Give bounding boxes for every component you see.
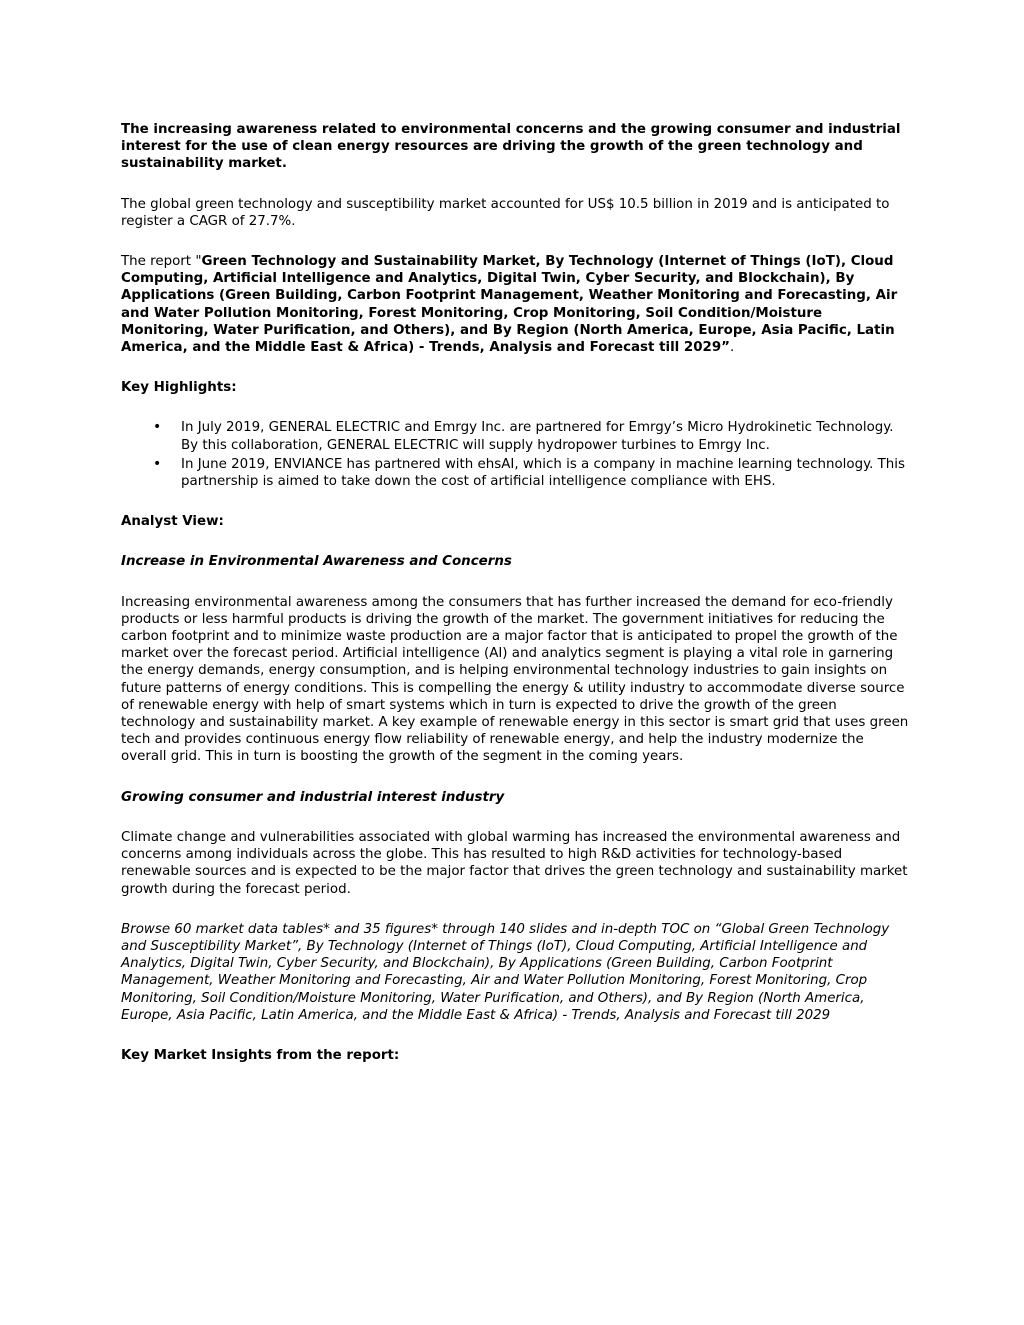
report-title: Green Technology and Sustainability Market, By Technology (Internet of Things (IoT), Cloud Computing, Artificial Intelligence and Analytics, Digital Twin, Cyber Security, and Blockchain), By Applications (Green Building, Carbon Footprint Management, Weather Monitoring and Forecasting, Air and Water Pollution Monitoring, Forest Monitoring, Crop Monitoring, Soil Condition/Moisture Monitoring, Water Purification, and Others), and By Region (North America, Europe, Asia Pacific, Latin America, and the Middle East & Africa) - Trends, Analysis and Forecast till 2029”: [121, 254, 898, 356]
list-item: • In July 2019, GENERAL ELECTRIC and Emrgy Inc. are partnered for Emrgy’s Micro Hydrokinetic Technology. By this collaboration, GENERAL ELECTRIC will supply hydropower turbines to Emrgy Inc.: [181, 419, 911, 453]
section-title-awareness: Increase in Environmental Awareness and Concerns: [121, 554, 512, 570]
report-paragraph: [121, 253, 911, 356]
key-highlights-list: [121, 419, 911, 490]
key-market-insights-heading: Key Market Insights from the report:: [121, 1047, 400, 1063]
list-item: • In June 2019, ENVIANCE has partnered with ehsAI, which is a company in machine learning technology. This partnership is aimed to take down the cost of artificial intelligence compliance with EHS.: [181, 456, 911, 490]
market-value-paragraph: The global green technology and susceptibility market accounted for US$ 10.5 billion in 2019 and is anticipated to register a CAGR of 27.7%.: [121, 196, 890, 229]
section-body-awareness: Increasing environmental awareness among the consumers that has further increased the demand for eco-friendly products or less harmful products is driving the growth of the market. The government initiatives for reducing the carbon footprint and to minimize waste production are a major factor that is anticipated to propel the growth of the market over the forecast period. Artificial intelligence (AI) and analytics segment is playing a vital role in garnering the energy demands, energy consumption, and is helping environmental technology industries to gain insights on future patterns of energy conditions. This is compelling the energy & utility industry to accommodate diverse source of renewable energy with help of smart systems which in turn is expected to drive the growth of the green technology and sustainability market. A key example of renewable energy in this sector is smart grid that uses green tech and provides continuous energy flow reliability of renewable energy, and help the industry modernize the overall grid. This in turn is boosting the growth of the segment in the coming years.: [121, 594, 909, 765]
report-prefix: The report ": [121, 254, 202, 270]
section-title-interest: Growing consumer and industrial interest industry: [121, 789, 505, 805]
lead-paragraph: The increasing awareness related to environmental concerns and the growing consumer and industrial interest for the use of clean energy resources are driving the growth of the green technology and sustainability market.: [121, 122, 901, 172]
key-highlights-heading: Key Highlights:: [121, 380, 237, 396]
report-suffix: .: [730, 340, 735, 356]
analyst-view-heading: Analyst View:: [121, 514, 224, 530]
section-body-interest: Climate change and vulnerabilities associated with global warming has increased the environmental awareness and concerns among individuals across the globe. This has resulted to high R&D activities for technology-based renewable sources and is expected to be the major factor that drives the green technology and sustainability market growth during the forecast period.: [121, 829, 908, 897]
browse-paragraph: Browse 60 market data tables* and 35 figures* through 140 slides and in-depth TOC on “Global Green Technology and Susceptibility Market”, By Technology (Internet of Things (IoT), Cloud Computing, Artificial Intelligence and Analytics, Digital Twin, Cyber Security, and Blockchain), By Applications (Green Building, Carbon Footprint Management, Weather Monitoring and Forecasting, Air and Water Pollution Monitoring, Forest Monitoring, Crop Monitoring, Soil Condition/Moisture Monitoring, Water Purification, and Others), and By Region (North America, Europe, Asia Pacific, Latin America, and the Middle East & Africa) - Trends, Analysis and Forecast till 2029: [121, 921, 890, 1023]
document-page: [121, 121, 911, 1087]
